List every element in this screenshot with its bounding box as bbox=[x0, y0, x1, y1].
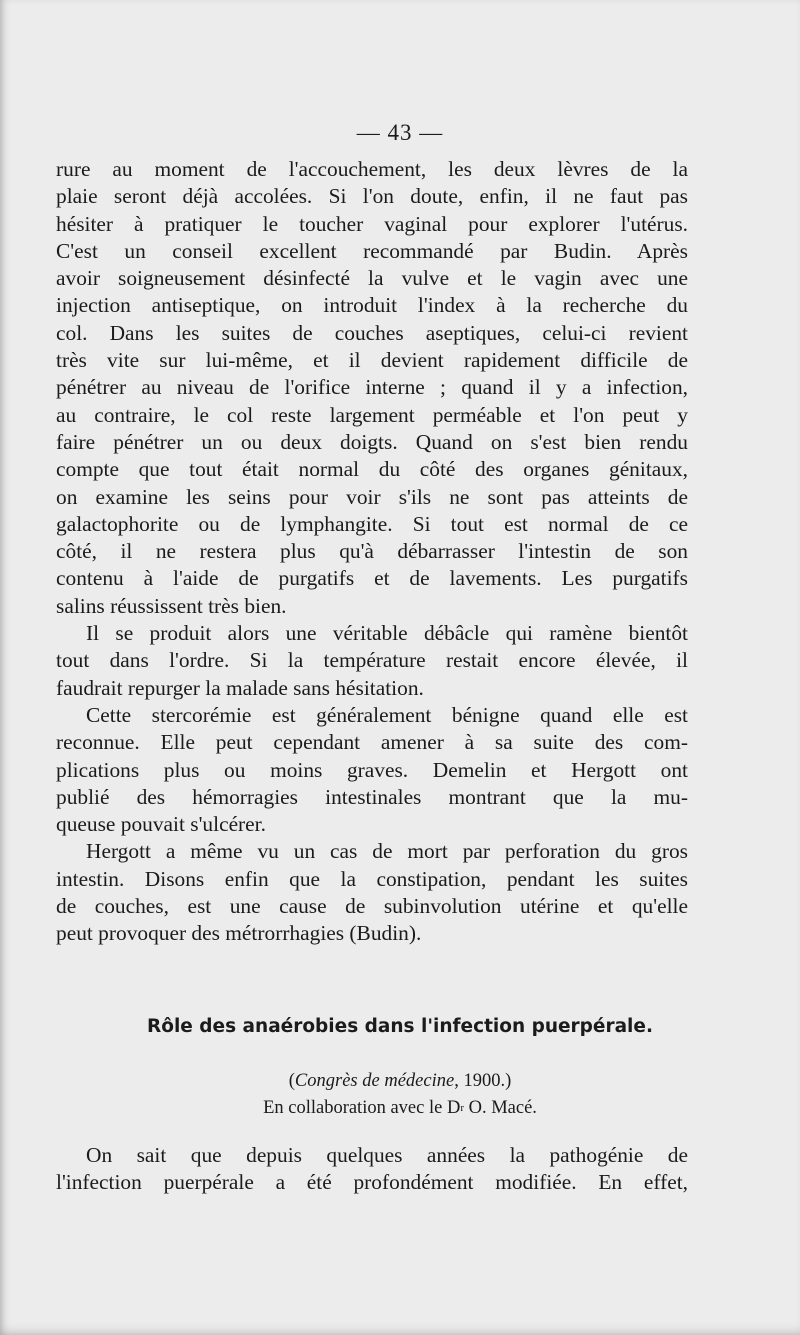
venue: Congrès de médecine bbox=[294, 1071, 455, 1091]
collaboration-title-sup: r bbox=[460, 1102, 464, 1114]
section-meta bbox=[0, 1068, 800, 1122]
collaborator-name: O. Macé. bbox=[468, 1098, 537, 1118]
text-line: queuse pouvait s'ulcérer. bbox=[56, 812, 266, 837]
text-line: intestin. Disons enfin que la constipation, pendant les suites bbox=[56, 866, 688, 891]
text-line: on examine les seins pour voir s'ils ne sont pas atteints de bbox=[56, 484, 688, 509]
venue-year: 1900. bbox=[463, 1071, 506, 1091]
text-line: Hergott a même vu un cas de mort par perforation du gros bbox=[86, 839, 688, 864]
text-line: très vite sur lui-même, et il devient rapidement difficile de bbox=[56, 348, 688, 373]
page-number: — 43 — bbox=[356, 120, 444, 145]
intro-text bbox=[56, 1142, 688, 1197]
venue-line: (Congrès de médecine, 1900.) bbox=[288, 1071, 512, 1091]
text-line: Il se produit alors une véritable débâcle qui ramène bientôt bbox=[86, 621, 688, 646]
collaboration-line bbox=[0, 1095, 800, 1122]
text-line: salins réussissent très bien. bbox=[56, 593, 287, 618]
text-line: tout dans l'ordre. Si la température restait encore élevée, il bbox=[56, 648, 688, 673]
text-line: On sait que depuis quelques années la pathogénie de bbox=[86, 1143, 688, 1167]
text-line: hésiter à pratiquer le toucher vaginal pour explorer l'utérus. bbox=[56, 211, 688, 236]
text-line: galactophorite ou de lymphangite. Si tout est normal de ce bbox=[56, 511, 688, 536]
text-line: l'infection puerpérale a été profondément modifiée. En effet, bbox=[56, 1170, 688, 1195]
text-line: plications plus ou moins graves. Demelin et Hergott ont bbox=[56, 757, 688, 782]
text-line: contenu à l'aide de purgatifs et de lavements. Les purgatifs bbox=[56, 566, 688, 591]
text-line: avoir soigneusement désinfecté la vulve et le vagin avec une bbox=[56, 266, 688, 291]
text-line: rure au moment de l'accouchement, les deux lèvres de la bbox=[56, 157, 688, 181]
text-line: publié des hémorragies intestinales montrant que la mu- bbox=[56, 784, 688, 809]
section-title: Rôle des anaérobies dans l'infection puerpérale. bbox=[147, 1016, 653, 1037]
text-line: Cette stercorémie est généralement bénigne quand elle est bbox=[86, 702, 688, 727]
text-line: au contraire, le col reste largement perméable et l'on peut y bbox=[56, 402, 688, 427]
text-line: pénétrer au niveau de l'orifice interne ; quand il y a infection, bbox=[56, 375, 688, 400]
text-line: compte que tout était normal du côté des organes génitaux, bbox=[56, 457, 688, 482]
body-text bbox=[56, 156, 688, 948]
text-line: plaie seront déjà accolées. Si l'on doute, enfin, il ne faut pas bbox=[56, 184, 688, 209]
text-line: faire pénétrer un ou deux doigts. Quand on s'est bien rendu bbox=[56, 429, 688, 454]
text-line: faudrait repurger la malade sans hésitation. bbox=[56, 675, 424, 700]
text-line: C'est un conseil excellent recommandé par Budin. Après bbox=[56, 238, 688, 263]
text-line: de couches, est une cause de subinvolution utérine et qu'elle bbox=[56, 894, 688, 919]
text-line: col. Dans les suites de couches aseptiques, celui-ci revient bbox=[56, 320, 688, 345]
collaboration-prefix: En collaboration avec le D bbox=[263, 1098, 461, 1118]
text-line: injection antiseptique, on introduit l'index à la recherche du bbox=[56, 293, 688, 318]
text-line: peut provoquer des métrorrhagies (Budin). bbox=[56, 921, 422, 946]
text-line: reconnue. Elle peut cependant amener à sa suite des com- bbox=[56, 730, 688, 755]
text-line: côté, il ne restera plus qu'à débarrasser l'intestin de son bbox=[56, 539, 688, 564]
